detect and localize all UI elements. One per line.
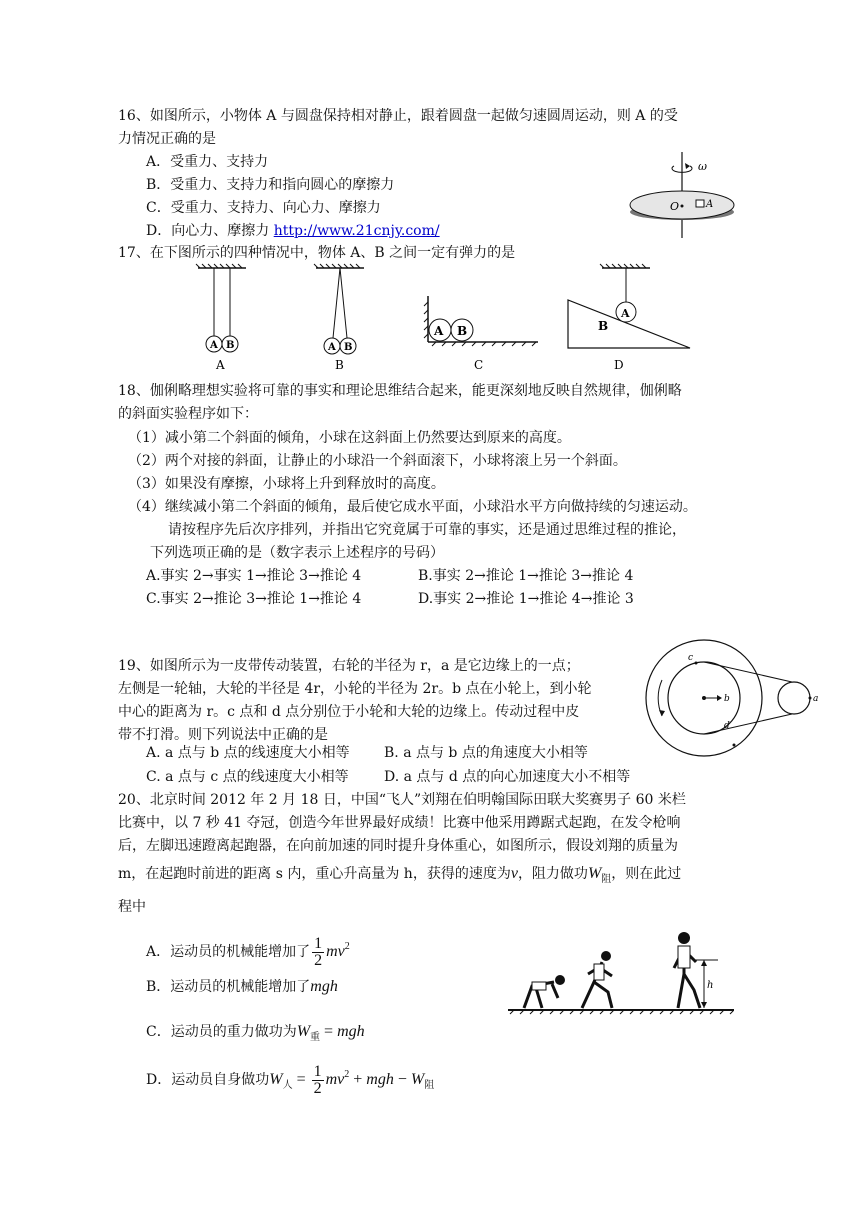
q16-stem-line2: 力情况正确的是 bbox=[118, 131, 216, 147]
q19-point-b: b bbox=[724, 694, 730, 704]
q18-step-2: （2）两个对接的斜面，让静止的小球沿一个斜面滚下，小球将滚上另一个斜面。 bbox=[128, 453, 627, 469]
q19-stem-line2: 左侧是一轮轴，大轮的半径是 4r，小轮的半径为 2r。b 点在小轮上，到小轮 bbox=[118, 681, 592, 697]
q20-stem-line5: 程中 bbox=[118, 899, 146, 915]
q18-step-1: （1）减小第二个斜面的倾角，小球在这斜面上仍然要达到原来的高度。 bbox=[128, 430, 571, 446]
q20-option-a: A．运动员的机械能增加了 $\frac{1}{2}$ $mv^2$ bbox=[146, 935, 350, 969]
q17-c-ball-a: A bbox=[434, 324, 444, 338]
q17-d-wedge-b: B bbox=[598, 319, 609, 333]
q18-stem-line2: 的斜面实验程序如下： bbox=[118, 406, 258, 422]
q20-v: v bbox=[510, 865, 518, 882]
q17-label-b: B bbox=[335, 358, 344, 372]
q18-stem-line1: 18、伽俐略理想实验将可靠的事实和理论思维结合起来，能更深刻地反映自然规律，伽俐略 bbox=[118, 383, 682, 399]
q20-line4-part1: m，在起跑时前进的距离 s 内，重心升高量为 h，获得的速度为 bbox=[118, 866, 511, 882]
q20-option-a-text: A．运动员的机械能增加了 bbox=[146, 944, 311, 961]
q16-block-label: A bbox=[706, 199, 714, 210]
q17-label-d: D bbox=[614, 358, 624, 372]
q19-option-b: B. a 点与 b 点的角速度大小相等 bbox=[384, 745, 588, 761]
q16-option-b: B．受重力、支持力和指向圆心的摩擦力 bbox=[146, 177, 395, 193]
q19-point-d: d bbox=[724, 721, 730, 731]
q19-option-c: C. a 点与 c 点的线速度大小相等 bbox=[146, 769, 349, 785]
q19-belt-figure bbox=[642, 636, 822, 762]
q20-stem-line3: 后，左脚迅速蹬离起跑器，在向前加速的同时提升身体重心，如图所示，假设刘翔的质量为 bbox=[118, 838, 678, 854]
q20-option-d-text: D．运动员自身做功 bbox=[146, 1072, 270, 1089]
q20-option-b-formula: mgh bbox=[310, 978, 338, 995]
q16-block-a bbox=[696, 200, 704, 207]
q17-figure-a bbox=[196, 264, 246, 372]
q16-option-d bbox=[146, 221, 440, 241]
q20-option-b-text: B．运动员的机械能增加了 bbox=[146, 979, 311, 995]
q17-d-ball-a: A bbox=[621, 307, 630, 320]
q18-option-d: D.事实 2→推论 1→推论 4→推论 3 bbox=[418, 591, 634, 607]
q20-w-sub: 阻 bbox=[601, 874, 612, 885]
q20-line4-part2: ，阻力做功 bbox=[517, 866, 588, 882]
q16-option-d-text: D．向心力、摩擦力 bbox=[146, 223, 270, 239]
q18-ask-line1: 请按程序先后次序排列，并指出它究竟属于可靠的事实，还是通过思维过程的推论， bbox=[168, 522, 686, 538]
q18-ask-line2: 下列选项正确的是（数字表示上述程序的号码） bbox=[150, 545, 444, 561]
q20-option-c: C．运动员的重力做功为$W_重$ = mgh bbox=[146, 1023, 365, 1043]
q20-stem-line2: 比赛中，以 7 秒 41 夺冠，创造今年世界最好成绩！比赛中他采用蹲踞式起跑，在发令枪响 bbox=[118, 815, 681, 831]
q17-figure-d bbox=[568, 264, 690, 372]
q20-stem-line4 bbox=[118, 864, 681, 890]
q20-runner-upright bbox=[674, 932, 718, 1008]
q20-stem-line1: 20、北京时间 2012 年 2 月 18 日，中国“飞人”刘翔在伯明翰国际田联大奖赛男子 60 米栏 bbox=[118, 792, 686, 808]
q17-a-ball-b: B bbox=[226, 340, 235, 351]
q17-b-ball-b: B bbox=[344, 342, 353, 353]
q20-w: W bbox=[587, 865, 602, 882]
q17-label-c: C bbox=[474, 358, 484, 372]
q19-stem-line3: 中心的距离为 r。c 点和 d 点分别位于小轮和大轮的边缘上。传动过程中皮 bbox=[118, 704, 580, 720]
q19-option-d: D. a 点与 d 点的向心加速度大小不相等 bbox=[384, 769, 631, 785]
q19-point-c: c bbox=[688, 653, 694, 663]
q17-figure-b bbox=[314, 264, 364, 372]
q19-point-a: a bbox=[813, 694, 819, 704]
q17-stem: 17、在下图所示的四种情况中，物体 A、B 之间一定有弹力的是 bbox=[118, 245, 516, 261]
q16-option-a: A．受重力、支持力 bbox=[146, 154, 269, 170]
q16-disc-figure bbox=[626, 150, 741, 240]
q16-link[interactable]: http://www.21cnjy.com/ bbox=[273, 223, 440, 239]
q18-step-4: （4）继续减小第二个斜面的倾角，最后使它成水平面，小球沿水平方向做持续的匀速运动。 bbox=[128, 499, 697, 515]
q20-runner-push bbox=[582, 951, 612, 1008]
q17-c-ball-b: B bbox=[457, 324, 468, 338]
q16-stem-line1: 16、如图所示，小物体 A 与圆盘保持相对静止，跟着圆盘一起做匀速圆周运动，则 A 的受 bbox=[118, 108, 678, 124]
q19-right-wheel bbox=[778, 682, 810, 714]
q19-stem-line1: 19、如图所示为一皮带传动装置，右轮的半径为 r，a 是它边缘上的一点； bbox=[118, 658, 580, 674]
q18-option-c: C.事实 2→推论 3→推论 1→推论 4 bbox=[146, 591, 362, 607]
q20-h-label: h bbox=[707, 980, 714, 991]
q16-omega-label: ω bbox=[698, 160, 707, 173]
q18-step-3: （3）如果没有摩擦，小球将上升到释放时的高度。 bbox=[128, 476, 445, 492]
q20-option-c-text: C．运动员的重力做功为 bbox=[146, 1024, 297, 1040]
q20-runner-figure bbox=[508, 926, 734, 1016]
q20-runner-crouch bbox=[524, 975, 565, 1008]
q20-option-b bbox=[146, 977, 338, 997]
q17-label-a: A bbox=[216, 358, 225, 372]
q20-line4-part3: ，则在此过 bbox=[611, 866, 682, 882]
q17-figures bbox=[190, 262, 700, 374]
q17-a-ball-a: A bbox=[210, 340, 218, 351]
q16-option-c: C．受重力、支持力、向心力、摩擦力 bbox=[146, 200, 381, 216]
q19-stem-line4: 带不打滑。则下列说法中正确的是 bbox=[118, 727, 328, 743]
q20-option-d: D．运动员自身做功$W_人$ = $\frac{1}{2}$ $mv^2$ + mgh − $W_阻$ bbox=[146, 1063, 435, 1097]
q19-option-a: A. a 点与 b 点的线速度大小相等 bbox=[146, 745, 350, 761]
q17-figure-c bbox=[424, 296, 538, 372]
q16-center-label: O bbox=[670, 200, 680, 213]
q18-option-b: B.事实 2→推论 1→推论 3→推论 4 bbox=[418, 568, 634, 584]
q18-option-a: A.事实 2→事实 1→推论 3→推论 4 bbox=[146, 568, 362, 584]
q17-b-ball-a: A bbox=[328, 342, 336, 353]
